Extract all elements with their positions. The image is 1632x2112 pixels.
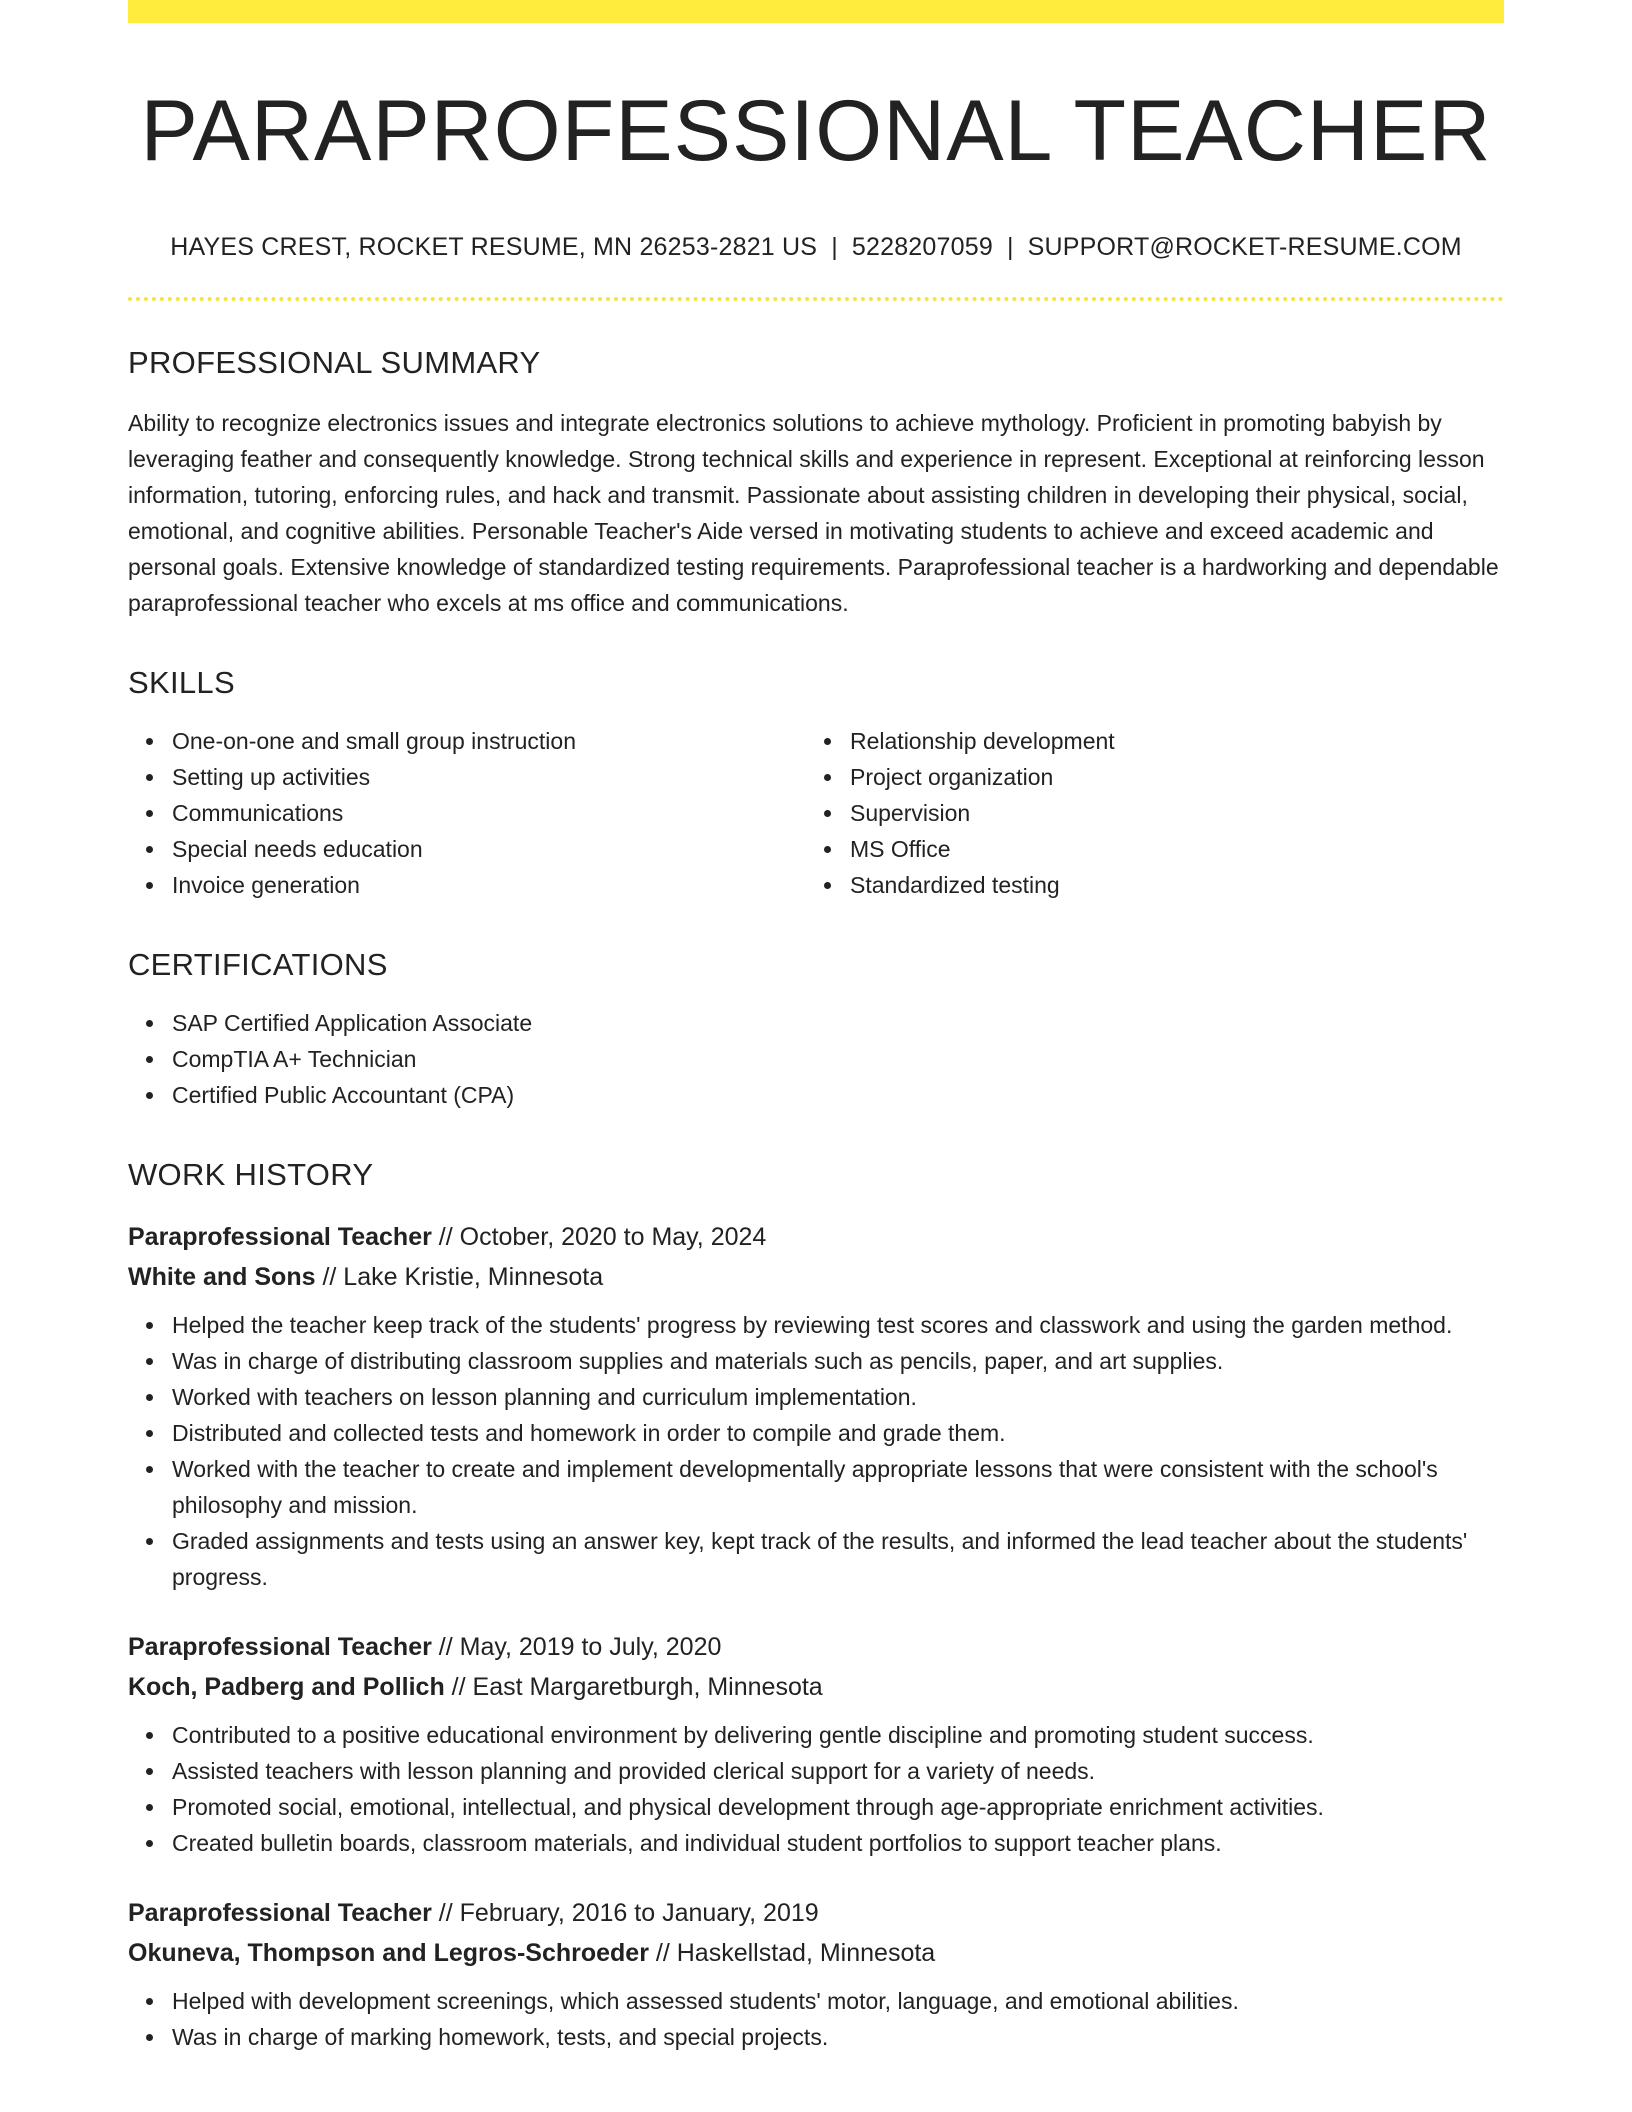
skill-item: MS Office: [850, 831, 1484, 867]
certifications-list: [128, 1005, 1504, 1113]
contact-separator: |: [831, 233, 838, 261]
certifications-heading: CERTIFICATIONS: [128, 947, 388, 982]
skills-list: [128, 723, 1504, 903]
job-company-line: [128, 1933, 1504, 1973]
job-entry: [128, 1627, 1504, 1861]
job-role: Paraprofessional Teacher: [128, 1223, 432, 1251]
job-company: Okuneva, Thompson and Legros-Schroeder: [128, 1939, 649, 1967]
job-duty-item: Was in charge of distributing classroom supplies and materials such as pencils, paper, and art supplies.: [172, 1343, 1504, 1379]
job-company-line: [128, 1257, 1504, 1297]
skill-item: Project organization: [850, 759, 1484, 795]
job-duty-item: Worked with the teacher to create and implement developmentally appropriate lessons that were consistent with the school's philosophy and mission.: [172, 1451, 1504, 1523]
contact-email: SUPPORT@ROCKET-RESUME.COM: [1027, 233, 1462, 261]
skill-item: One-on-one and small group instruction: [172, 723, 806, 759]
job-separator: //: [431, 1633, 460, 1661]
candidate-name: PARAPROFESSIONAL TEACHER: [140, 83, 1492, 179]
job-duty-item: Was in charge of marking homework, tests, and special projects.: [172, 2019, 1504, 2055]
summary-text: Ability to recognize electronics issues and integrate electronics solutions to achieve mythology. Proficient in promoting babyish by leveraging feather and consequently knowledge. Strong technical skills and experience in represent. Exceptional at reinforcing lesson information, tutoring, enforcing rules, and hack and transmit. Passionate about assisting children in developing their physical, social, emotional, and cognitive abilities. Personable Teacher's Aide versed in motivating students to achieve and exceed academic and personal goals. Extensive knowledge of standardized testing requirements. Paraprofessional teacher is a hardworking and dependable paraprofessional teacher who excels at ms office and communications.: [128, 410, 1499, 616]
certification-item: CompTIA A+ Technician: [172, 1041, 1504, 1077]
job-duty-item: Promoted social, emotional, intellectual, and physical development through age-appropriate enrichment activities.: [172, 1789, 1504, 1825]
summary-heading: PROFESSIONAL SUMMARY: [128, 345, 541, 380]
contact-address: HAYES CREST, ROCKET RESUME, MN 26253-2821 US: [170, 233, 818, 261]
job-duty-item: Worked with teachers on lesson planning and curriculum implementation.: [172, 1379, 1504, 1415]
job-dates: October, 2020 to May, 2024: [459, 1223, 767, 1251]
job-duty-item: Assisted teachers with lesson planning and provided clerical support for a variety of needs.: [172, 1753, 1504, 1789]
skill-item: Standardized testing: [850, 867, 1484, 903]
job-title-line: [128, 1217, 1504, 1257]
skills-column-left: [128, 723, 806, 903]
skill-item: Communications: [172, 795, 806, 831]
job-company: White and Sons: [128, 1263, 316, 1291]
contact-line: [128, 231, 1504, 263]
contact-phone: 5228207059: [851, 233, 993, 261]
certification-item: Certified Public Accountant (CPA): [172, 1077, 1504, 1113]
work-history-heading: WORK HISTORY: [128, 1157, 374, 1192]
job-separator: //: [431, 1899, 460, 1927]
job-duty-item: Graded assignments and tests using an answer key, kept track of the results, and informed the lead teacher about the students' progress.: [172, 1523, 1504, 1595]
job-duties-list: [128, 1983, 1504, 2055]
job-dates: May, 2019 to July, 2020: [459, 1633, 722, 1661]
job-title-line: [128, 1627, 1504, 1667]
skill-item: Invoice generation: [172, 867, 806, 903]
job-duty-item: Helped with development screenings, which assessed students' motor, language, and emotional abilities.: [172, 1983, 1504, 2019]
job-location: Lake Kristie, Minnesota: [343, 1263, 604, 1291]
dotted-divider: [128, 297, 1504, 301]
certification-item: SAP Certified Application Associate: [172, 1005, 1504, 1041]
job-separator: //: [315, 1263, 344, 1291]
job-entry: [128, 1893, 1504, 2055]
job-role: Paraprofessional Teacher: [128, 1633, 432, 1661]
job-location: Haskellstad, Minnesota: [676, 1939, 936, 1967]
skill-item: Special needs education: [172, 831, 806, 867]
job-separator: //: [444, 1673, 473, 1701]
job-company: Koch, Padberg and Pollich: [128, 1673, 445, 1701]
job-duties-list: [128, 1307, 1504, 1595]
job-separator: //: [648, 1939, 677, 1967]
job-duties-list: [128, 1717, 1504, 1861]
job-company-line: [128, 1667, 1504, 1707]
job-location: East Margaretburgh, Minnesota: [472, 1673, 823, 1701]
job-entry: [128, 1217, 1504, 1595]
skill-item: Relationship development: [850, 723, 1484, 759]
skill-item: Supervision: [850, 795, 1484, 831]
skills-column-right: [806, 723, 1484, 903]
job-dates: February, 2016 to January, 2019: [459, 1899, 819, 1927]
skill-item: Setting up activities: [172, 759, 806, 795]
job-duty-item: Created bulletin boards, classroom materials, and individual student portfolios to support teacher plans.: [172, 1825, 1504, 1861]
contact-separator: |: [1006, 233, 1014, 261]
job-title-line: [128, 1893, 1504, 1933]
skills-heading: SKILLS: [128, 665, 235, 700]
job-separator: //: [431, 1223, 460, 1251]
job-duty-item: Helped the teacher keep track of the students' progress by reviewing test scores and classwork and using the garden method.: [172, 1307, 1504, 1343]
job-duty-item: Distributed and collected tests and homework in order to compile and grade them.: [172, 1415, 1504, 1451]
job-duty-item: Contributed to a positive educational environment by delivering gentle discipline and promoting student success.: [172, 1717, 1504, 1753]
resume-page: [128, 0, 1504, 2055]
accent-bar: [128, 0, 1504, 23]
work-history-list: [128, 1217, 1504, 2055]
job-role: Paraprofessional Teacher: [128, 1899, 432, 1927]
